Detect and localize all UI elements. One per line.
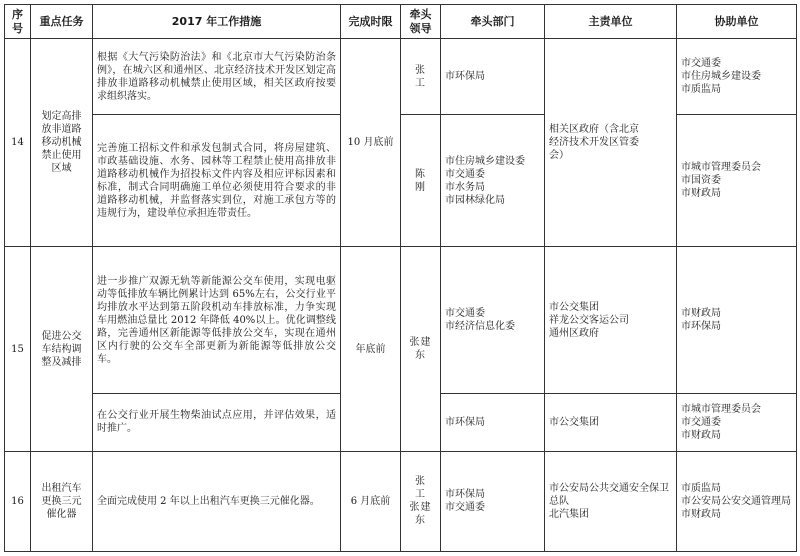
header-lead-dept: 牵头部门	[441, 5, 545, 39]
row-measure: 全面完成使用 2 年以上出租汽车更换三元催化器。	[93, 451, 341, 551]
row-lead-dept: 市环保局	[441, 393, 545, 451]
row-seq: 14	[5, 39, 31, 247]
row-responsible: 相关区政府（含北京 经济技术开发区管委 会）	[545, 39, 677, 247]
work-measures-table	[4, 4, 797, 552]
header-seq: 序 号	[5, 5, 31, 39]
row-measure: 在公交行业开展生物柴油试点应用，并评估效果，适时推广。	[93, 393, 341, 451]
row-task: 促进公交 车结构调 整及减排	[31, 247, 93, 451]
header-responsible: 主责单位	[545, 5, 677, 39]
table-row	[5, 39, 797, 115]
table-row	[5, 247, 797, 393]
row-task: 出租汽车 更换三元 催化器	[31, 451, 93, 551]
header-assist: 协助单位	[677, 5, 797, 39]
row-assist: 市财政局 市环保局	[677, 247, 797, 393]
header-row	[5, 5, 797, 39]
row-deadline: 6 月底前	[341, 451, 401, 551]
row-leader: 张建东	[401, 247, 441, 451]
header-deadline: 完成时限	[341, 5, 401, 39]
row-lead-dept: 市交通委 市经济信息化委	[441, 247, 545, 393]
row-leader: 张 工	[401, 39, 441, 115]
row-responsible: 市公交集团	[545, 393, 677, 451]
header-task: 重点任务	[31, 5, 93, 39]
row-measure: 进一步推广双源无轨等新能源公交车使用，实现电驱动等低排放车辆比例累计达到 65%左右，公交行业平均排放水平达到第五阶段机动车排放标准，力争实现车用燃油总量比 2012 年降低 40%以上。优化调整线路，完善通州区新能源等低排放公交车，实现在通州区内行驶的公交车全部更新为新能源等低排放公交车。	[93, 247, 341, 393]
row-seq: 16	[5, 451, 31, 551]
row-deadline: 10 月底前	[341, 39, 401, 247]
row-assist: 市质监局 市公安局公安交通管理局 市财政局	[677, 451, 797, 551]
row-lead-dept: 市住房城乡建设委 市交通委 市水务局 市园林绿化局	[441, 115, 545, 247]
row-seq: 15	[5, 247, 31, 451]
row-responsible: 市公安局公共交通安全保卫总队 北汽集团	[545, 451, 677, 551]
row-measure: 完善施工招标文件和承发包制式合同，将房屋建筑、市政基础设施、水务、园林等工程禁止使用高排放非道路移动机械作为招投标文件内容及相应评标因素和标准，制式合同明确施工单位必须使用符合要求的非道路移动机械，并监督落实到位，对施工承包方等的违规行为，建设单位承担连带责任。	[93, 115, 341, 247]
row-measure: 根据《大气污染防治法》和《北京市大气污染防治条例》，在城六区和通州区、北京经济技术开发区划定高排放非道路移动机械禁止使用区域，相关区政府按要求组织落实。	[93, 39, 341, 115]
row-leader: 张 工 张建东	[401, 451, 441, 551]
row-responsible: 市公交集团 祥龙公交客运公司 通州区政府	[545, 247, 677, 393]
header-measures: 2017 年工作措施	[93, 5, 341, 39]
row-assist: 市交通委 市住房城乡建设委 市质监局	[677, 39, 797, 115]
table-row	[5, 451, 797, 551]
row-leader: 陈 刚	[401, 115, 441, 247]
row-task: 划定高排 放非道路 移动机械 禁止使用 区域	[31, 39, 93, 247]
header-leader: 牵头 领导	[401, 5, 441, 39]
row-lead-dept: 市环保局 市交通委	[441, 451, 545, 551]
row-assist: 市城市管理委员会 市国资委 市财政局	[677, 115, 797, 247]
table-row	[5, 115, 797, 247]
row-deadline: 年底前	[341, 247, 401, 451]
row-lead-dept: 市环保局	[441, 39, 545, 115]
row-assist: 市城市管理委员会 市交通委 市财政局	[677, 393, 797, 451]
